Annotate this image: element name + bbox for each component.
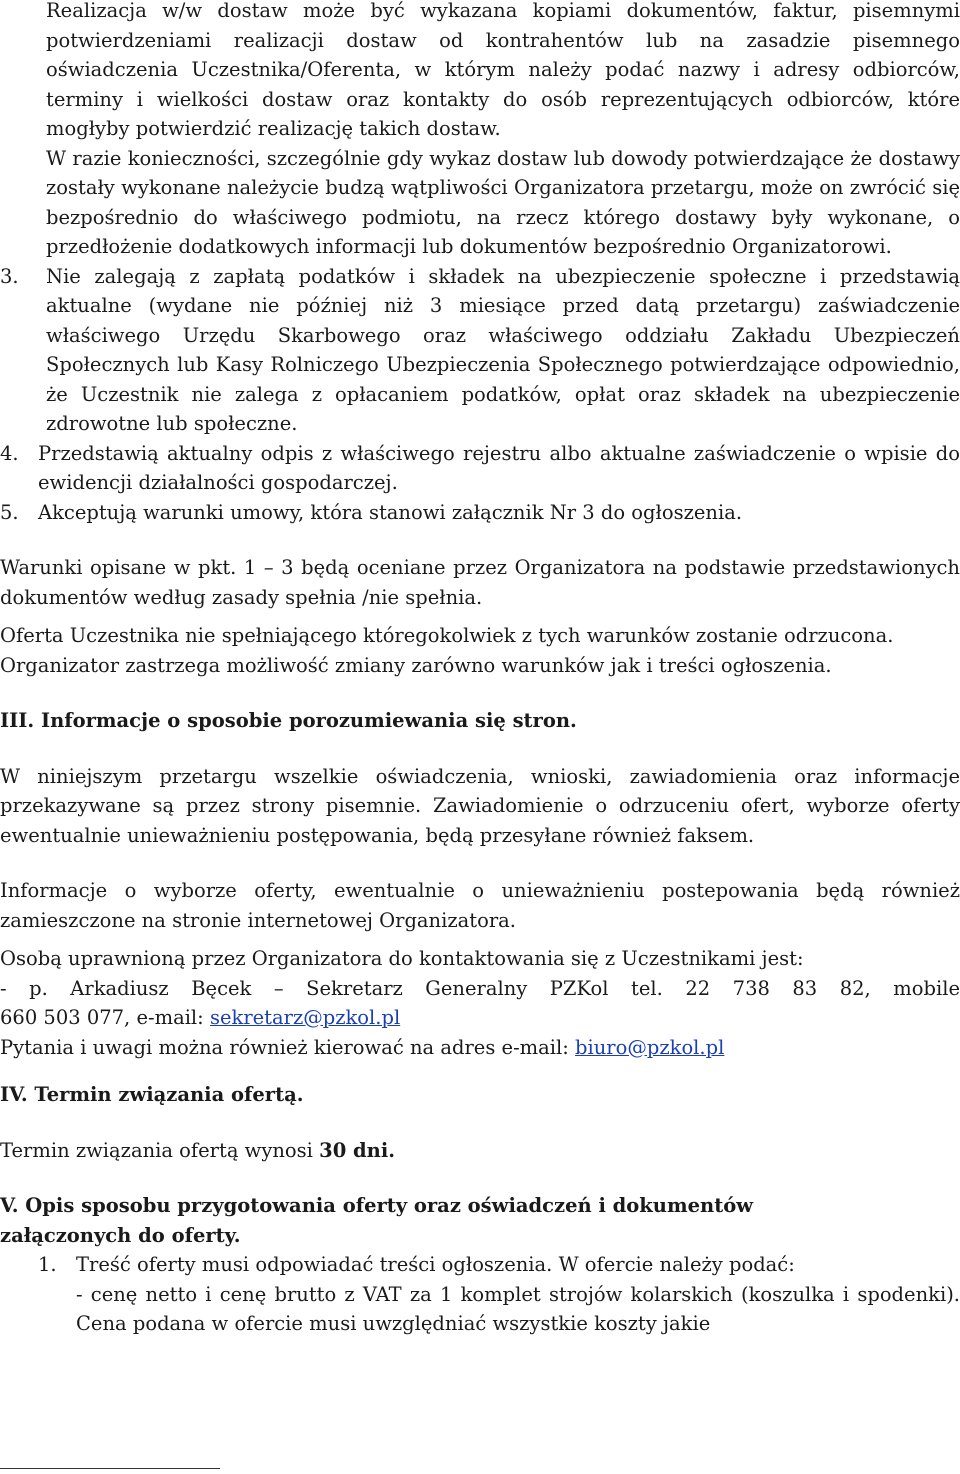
list-item-4 (0, 439, 960, 498)
paragraph-binding-term (0, 1136, 960, 1166)
paragraph-evaluation: Warunki opisane w pkt. 1 – 3 będą oceniane przez Organizatora na podstawie przedstawionych dokumentów według zasady spełnia /nie spełnia. (0, 556, 960, 609)
section-heading-iii: III. Informacje o sposobie porozumiewania się stron. (0, 709, 577, 732)
list-item-number: 1. (38, 1253, 57, 1276)
list-item-text: Przedstawią aktualny odpis z właściwego rejestru albo aktualne zaświadczenie o wpisie do ewidencji działalności gospodarczej. (38, 441, 960, 494)
binding-term-text: Termin związania ofertą wynosi (0, 1138, 320, 1162)
questions-line (0, 1033, 960, 1063)
list-item-text: Nie zalegają z zapłatą podatków i składek na ubezpieczenie społeczne i przedstawią aktualne (wydane nie później niż 3 miesiące przed datą przetargu) zaświadczenie właściwego Urzędu Skarbowego oraz właściwego oddziału Zakładu Ubezpieczeń Społecznych lub Kasy Rolniczego Ubezpieczenia Społecznego potwierdzające odpowiednio, że Uczestnik nie zalega z opłacaniem podatków, opłat oraz składek na ubezpieczenie zdrowotne lub społeczne. (46, 264, 960, 435)
section-heading-v (0, 1191, 960, 1250)
questions-text: Pytania i uwagi można również kierować na adres e-mail: (0, 1035, 576, 1059)
contact-email-link[interactable]: sekretarz@pzkol.pl (209, 1006, 401, 1029)
paragraph-evidence: Realizacja w/w dostaw może być wykazana kopiami dokumentów, faktur, pisemnymi potwierdzeniami realizacji dostaw od kontrahentów lub na zasadzie pisemnego oświadczenia Uczestnika/Oferenta, w którym należy podać nazwy i adresy odbiorców, terminy i wielkości dostaw oraz kontakty do osób reprezentujących odbiorców, które mogłyby potwierdzić realizację takich dostaw. (46, 0, 960, 140)
footer-divider (0, 1468, 220, 1469)
paragraph-website-info: Informacje o wyborze oferty, ewentualnie o unieważnieniu postepowania będą również zamieszczone na stronie internetowej Organizatora. (0, 879, 960, 932)
section-heading-v-line-1: V. Opis sposobu przygotowania oferty oraz oświadczeń i dokumentów (0, 1194, 753, 1217)
contact-email-line (0, 1003, 960, 1033)
section-heading-iv: IV. Termin związania ofertą. (0, 1083, 304, 1106)
list-item-number: 5. (0, 500, 19, 524)
list-item-text: Treść oferty musi odpowiadać treści ogłoszenia. W ofercie należy podać: (76, 1253, 795, 1276)
paragraph-rejection: Oferta Uczestnika nie spełniającego któregokolwiek z tych warunków zostanie odrzucona. (0, 624, 894, 647)
list-item-3 (0, 262, 960, 439)
section-heading-v-line-2: załączonych do oferty. (0, 1223, 241, 1247)
paragraph-doubts: W razie konieczności, szczególnie gdy wykaz dostaw lub dowody potwierdzające że dostawy zostały wykonane należycie budzą wątpliwości Organizatora przetargu, może on zwrócić się bezpośrednio do właściwego podmiotu, na rzecz którego dostawy były wykonane, o przedłożenie dodatkowych informacji lub dokumentów bezpośrednio Organizatorowi. (46, 146, 960, 258)
list-item-5 (0, 498, 960, 528)
list-item-number: 4. (0, 441, 19, 465)
paragraph-contact-intro: Osobą uprawnioną przez Organizatora do kontaktowania się z Uczestnikami jest: (0, 947, 804, 970)
questions-email-link[interactable]: biuro@pzkol.pl (575, 1035, 725, 1059)
list-item-text: Akceptują warunki umowy, która stanowi załącznik Nr 3 do ogłoszenia. (38, 500, 743, 524)
binding-term-value: 30 dni. (319, 1138, 396, 1162)
paragraph-changes: Organizator zastrzega możliwość zmiany zarówno warunków jak i treści ogłoszenia. (0, 653, 832, 677)
list-item-number: 3. (0, 264, 19, 288)
contact-phone-text: 660 503 077, e-mail: (0, 1006, 210, 1029)
list-item-subtext: - cenę netto i cenę brutto z VAT za 1 komplet strojów kolarskich (koszulka i spodenki). Cena podana w ofercie musi uwzględniać wszystkie koszty jakie (76, 1282, 960, 1335)
list-item-v-1 (0, 1250, 960, 1339)
paragraph-written-communication: W niniejszym przetargu wszelkie oświadczenia, wnioski, zawiadomienia oraz informacje przekazywane są przez strony pisemnie. Zawiadomienie o odrzuceniu ofert, wyborze oferty ewentualnie unieważnieniu postępowania, będą przesyłane również faksem. (0, 764, 960, 847)
contact-line: - p. Arkadiusz Bęcek – Sekretarz Generalny PZKol tel. 22 738 83 82, mobile (0, 976, 960, 1000)
